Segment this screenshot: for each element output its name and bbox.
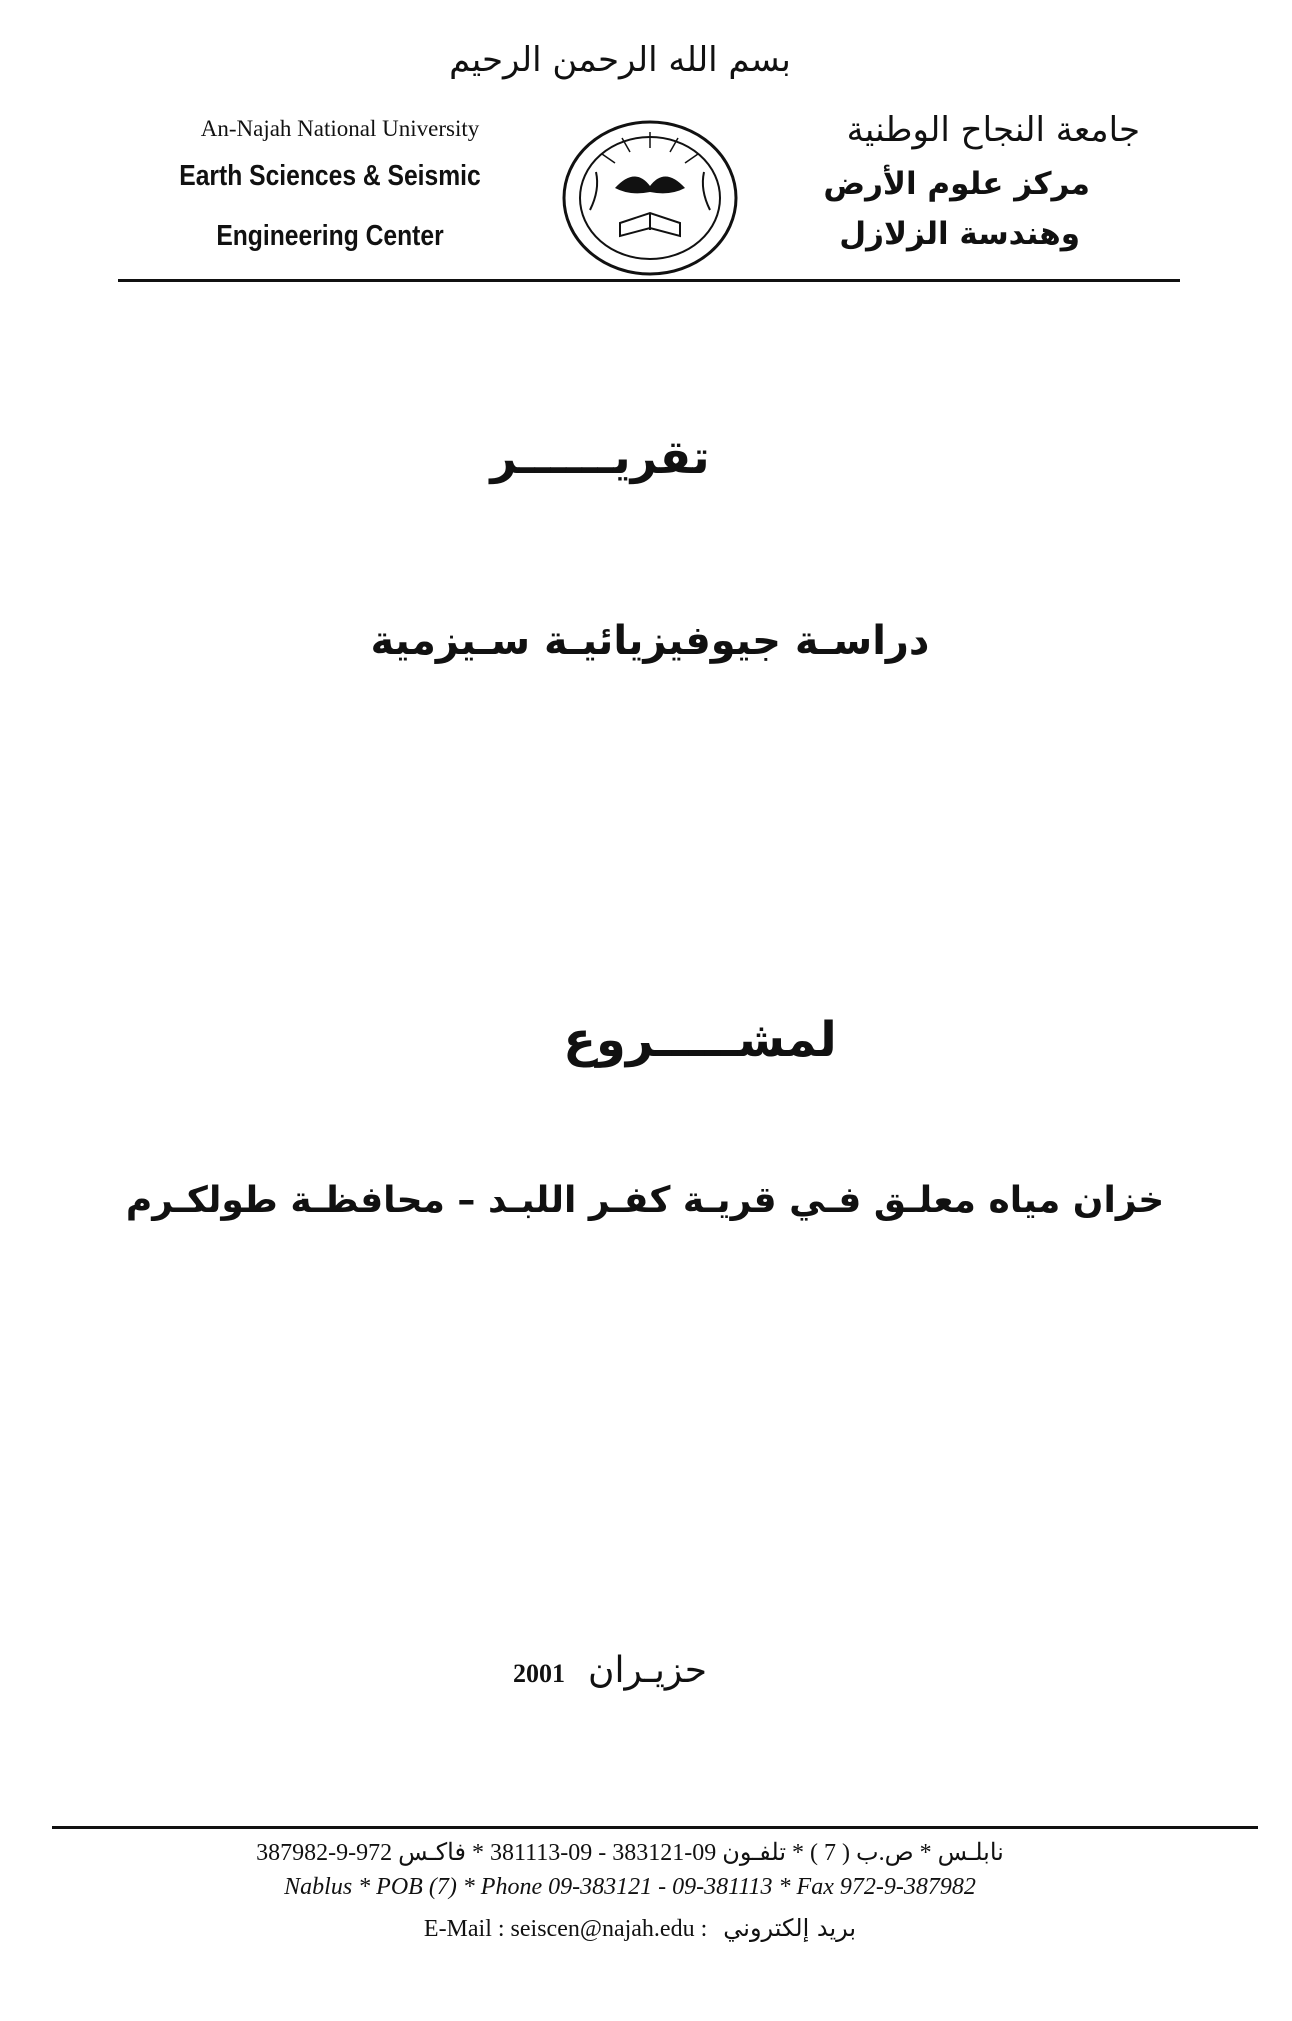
center-name-en-line1: Earth Sciences & Seismic	[179, 160, 481, 192]
university-seal-icon	[560, 118, 740, 278]
report-date	[380, 1650, 840, 1691]
university-name-ar: جامعة النجاح الوطنية	[846, 110, 1140, 150]
header-divider	[118, 279, 1180, 282]
center-name-en-line2: Engineering Center	[216, 220, 444, 252]
basmala: بسم الله الرحمن الرحيم	[449, 40, 791, 80]
center-name-ar-line2: وهندسة الزلازل	[839, 216, 1080, 252]
project-label: لمشـــــروع	[563, 1012, 837, 1068]
footer-address-en: Nablus * POB (7) * Phone 09-383121 - 09-381113 * Fax 972-9-387982	[284, 1874, 976, 1900]
project-subject: خزان مياه معلـق فـي قريـة كفـر اللبـد – محافظـة طولكـرم	[125, 1180, 1165, 1221]
report-label: تقريــــــر	[490, 430, 710, 484]
footer-address-ar: نابلـس * ص.ب ( 7 ) * تلفـون 09-383121 - 09-381113 * فاكـس 972-9-387982	[256, 1840, 1004, 1866]
footer-email	[240, 1914, 1040, 1943]
university-name-en: An-Najah National University	[200, 116, 480, 141]
date-year: 2001	[512, 1659, 565, 1688]
study-title: دراسـة جيوفيزيائيـة سـيزمية	[370, 618, 930, 664]
center-name-ar-line1: مركز علوم الأرض	[823, 166, 1090, 202]
date-month: حزيـران	[588, 1650, 708, 1691]
email-label-ar: بريد إلكتروني	[723, 1914, 857, 1942]
footer-divider	[52, 1826, 1258, 1829]
email-address[interactable]: E-Mail : seiscen@najah.edu :	[423, 1916, 708, 1942]
